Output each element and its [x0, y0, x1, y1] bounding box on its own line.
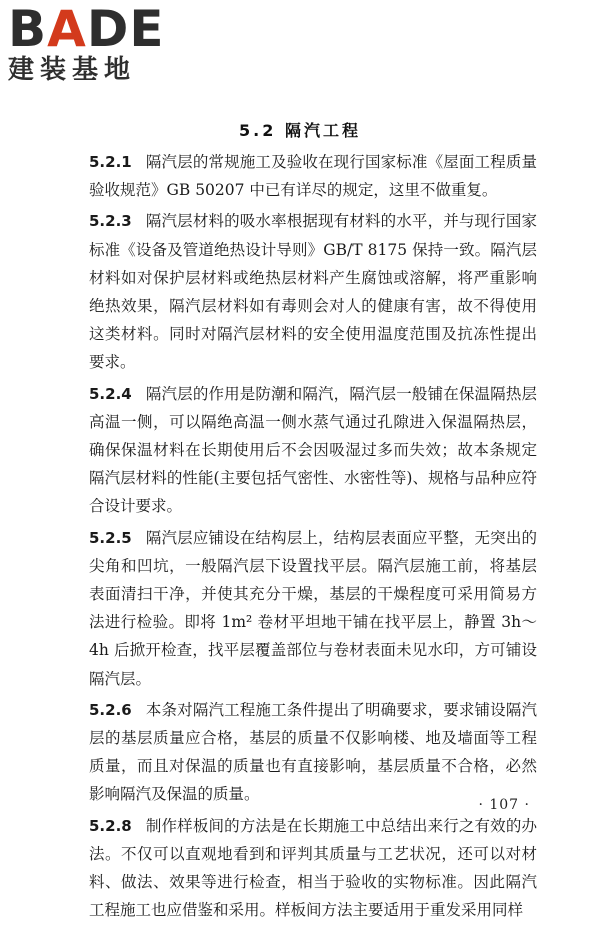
clause-text: 隔汽层的常规施工及验收在现行国家标准《屋面工程质量验收规范》GB 50207 中已有详尽的规定，这里不做重复。	[89, 153, 537, 200]
logo-letter-a: A	[47, 0, 87, 58]
clause-number: 5.2.6	[89, 700, 132, 719]
clause-5-2-8	[89, 812, 537, 925]
clause-5-2-5	[89, 524, 537, 693]
logo-letters-de: DE	[86, 0, 165, 58]
clause-text: 本条对隔汽工程施工条件提出了明确要求，要求铺设隔汽层的基层质量应合格，基层的质量不仅影响楼、地及墙面等工程质量，而且对保温的质量也有直接影响，基层质量不合格，必然影响隔汽及保温的质量。	[89, 700, 537, 804]
section-title: 5.2 隔汽工程	[239, 121, 361, 140]
clause-5-2-6	[89, 696, 537, 809]
logo-wordmark	[8, 0, 178, 58]
page-number: · 107 ·	[478, 797, 530, 813]
clause-5-2-1	[89, 148, 537, 204]
logo-subtitle: 建装基地	[8, 55, 137, 85]
logo-letter-b: B	[8, 0, 48, 58]
bade-logo	[8, 0, 178, 85]
clause-text: 制作样板间的方法是在长期施工中总结出来行之有效的办法。不仅可以直观地看到和评判其质量与工艺状况，还可以对材料、做法、效果等进行检查，相当于验收的实物标准。因此隔汽工程施工也应借鉴和采用。样板间方法主要适用于重发采用同样	[89, 816, 537, 920]
clause-number: 5.2.1	[89, 153, 132, 171]
clause-text: 隔汽层的作用是防潮和隔汽，隔汽层一般铺在保温隔热层高温一侧，可以隔绝高温一侧水蒸气通过孔隙进入保温隔热层，确保保温材料在长期使用后不会因吸湿过多而失效；故本条规定隔汽层材料的性能(主要包括气密性、水密性等)、规格与品种应符合设计要求。	[89, 384, 537, 516]
clause-5-2-4	[89, 380, 537, 521]
clause-text: 隔汽层材料的吸水率根据现有材料的水平，并与现行国家标准《设备及管道绝热设计导则》GB/T 8175 保持一致。隔汽层材料如对保护层材料或绝热层材料产生腐蚀或溶解，将严重影响绝热效果，隔汽层材料如有毒则会对人的健康有害，故不得使用这类材料。同时对隔汽层材料的安全使用温度范围及抗冻性提出要求。	[89, 212, 537, 372]
clause-number: 5.2.4	[89, 384, 132, 403]
clause-text: 隔汽层应铺设在结构层上，结构层表面应平整，无突出的尖角和凹坑，一般隔汽层下设置找平层。隔汽层施工前，将基层表面清扫干净，并使其充分干燥，基层的干燥程度可采用简易方法进行检验。即将 1m² 卷材平坦地干铺在找平层上，静置 3h～4h 后掀开检查，找平层覆盖部位与卷材表面未见水印，方可铺设隔汽层。	[89, 528, 537, 688]
clause-number: 5.2.3	[89, 212, 132, 231]
clause-number: 5.2.5	[89, 528, 132, 547]
clause-list	[89, 148, 537, 927]
clause-number: 5.2.8	[89, 816, 132, 835]
clause-5-2-3	[89, 207, 537, 376]
